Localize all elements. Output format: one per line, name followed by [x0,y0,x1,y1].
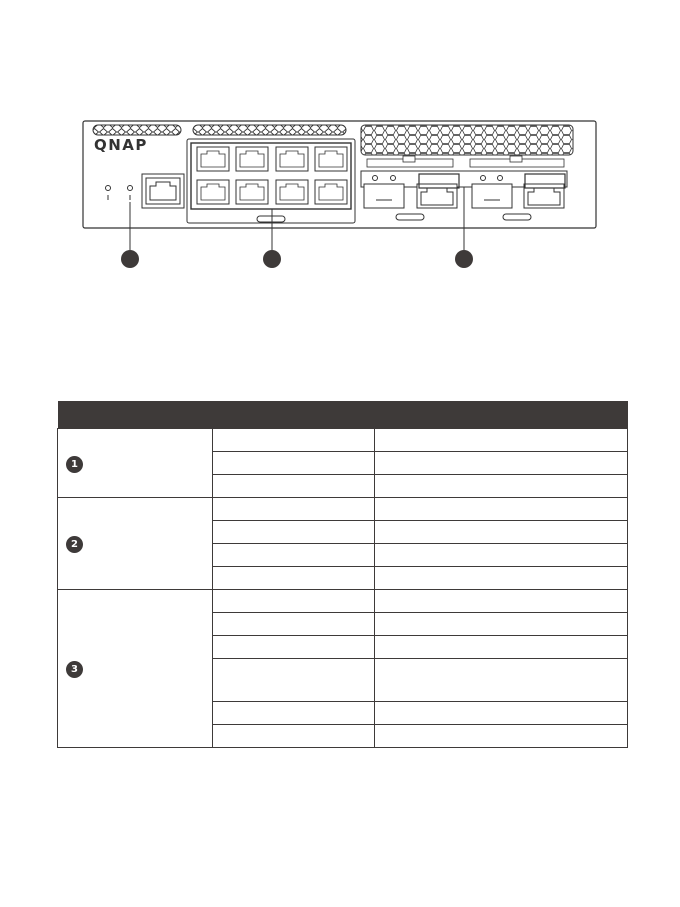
vent-middle [193,125,346,135]
brand-logo: QNAP [94,136,148,154]
group-cell-1 [58,429,213,498]
table-row [58,590,628,613]
management-port [142,174,184,208]
callout-3 [455,250,473,268]
table-header-row [58,401,628,429]
rj45-port-block [187,139,355,223]
table-row [58,498,628,521]
callout-2 [263,250,281,268]
table-row [58,429,628,452]
group-cell-2 [58,498,213,590]
switch-front-panel-figure [0,0,680,280]
vent-left [93,125,181,135]
group-cell-3 [58,590,213,748]
component-spec-table [57,401,628,748]
callout-badge: 3 [66,661,83,678]
callout-badge: 1 [66,456,83,473]
callout-badge: 2 [66,536,83,553]
callout-1 [121,250,139,268]
